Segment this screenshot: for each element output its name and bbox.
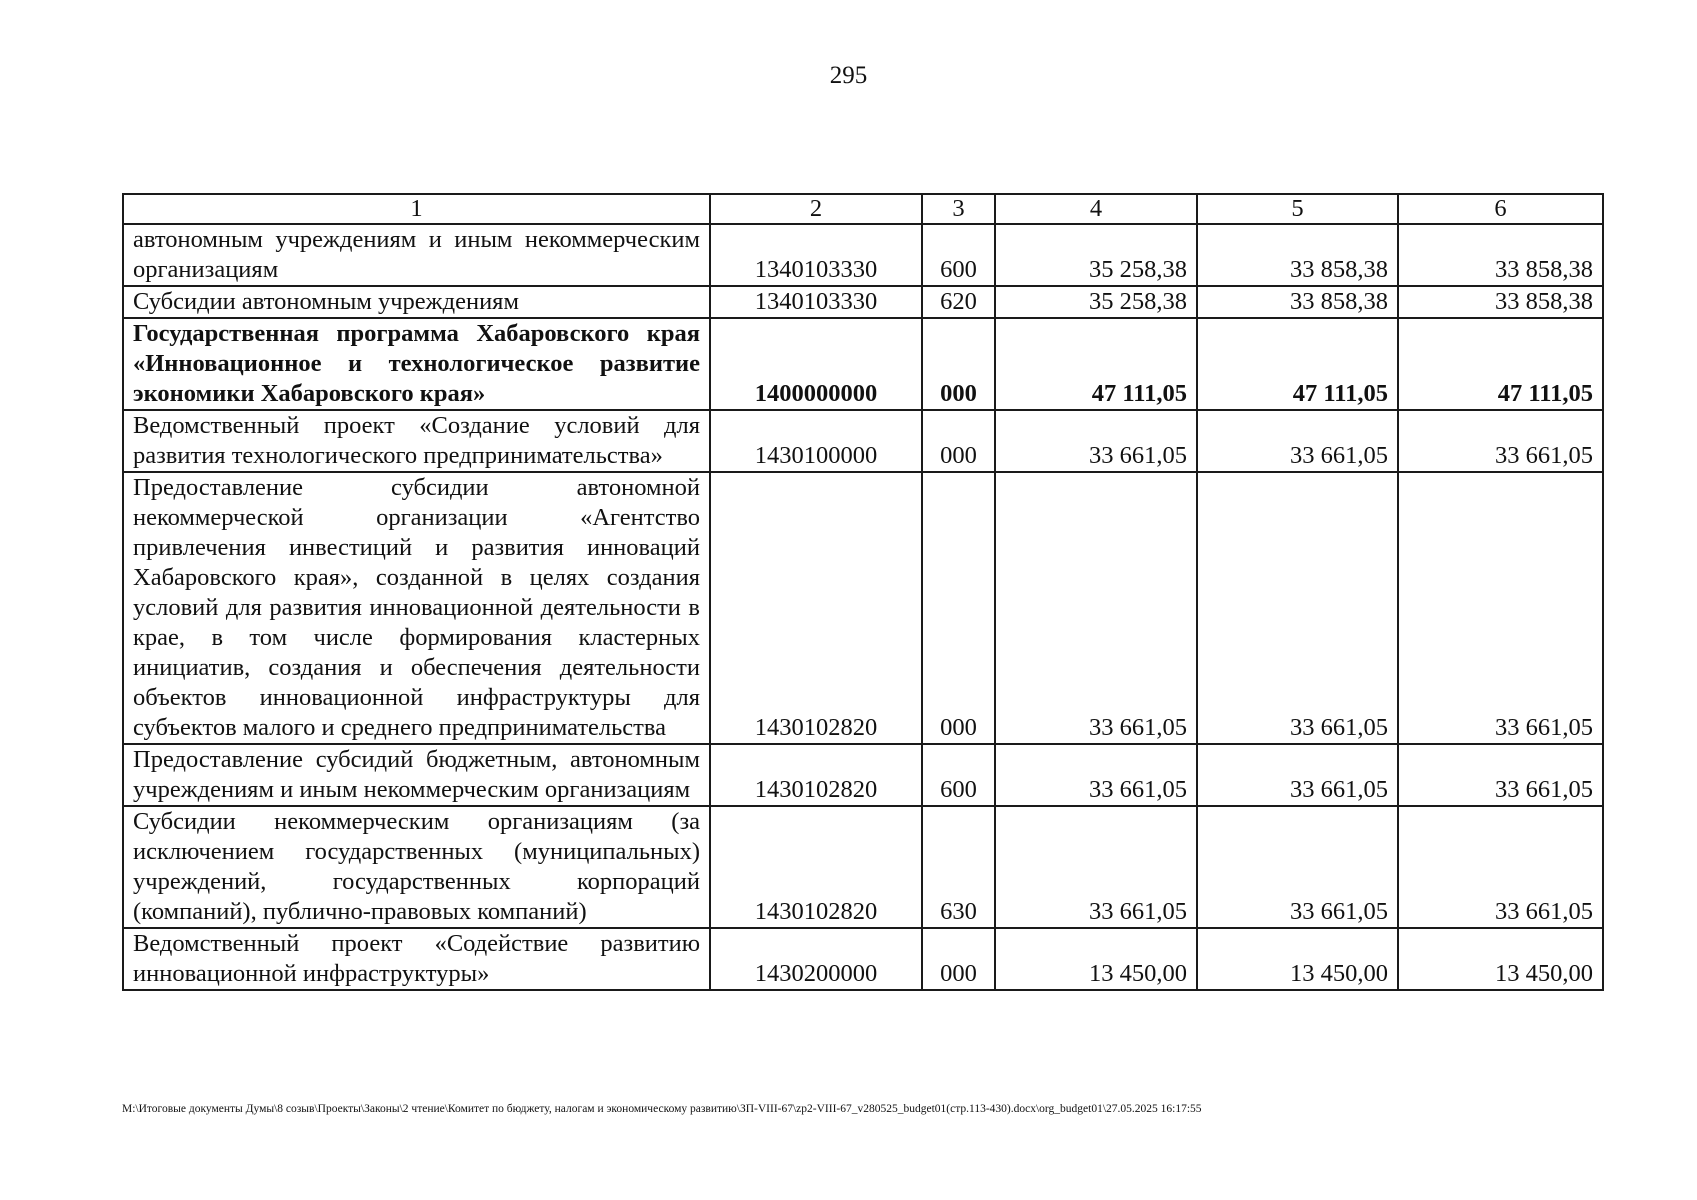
table-row [123, 806, 1603, 928]
row-description: автономным учреждениям и иным некоммерческим организациям [123, 224, 710, 286]
row-expense-type: 000 [922, 928, 995, 990]
row-amount-col5: 33 858,38 [1197, 224, 1398, 286]
table-header-row [123, 194, 1603, 224]
page-number: 295 [829, 62, 868, 89]
row-target-code: 1430100000 [710, 410, 922, 472]
table-row [123, 744, 1603, 806]
row-amount-col6: 33 661,05 [1398, 410, 1603, 472]
header-col-1: 1 [123, 194, 710, 224]
header-col-3: 3 [922, 194, 995, 224]
table-row [123, 928, 1603, 990]
header-col-4: 4 [995, 194, 1197, 224]
row-amount-col6: 33 858,38 [1398, 224, 1603, 286]
row-amount-col6: 33 661,05 [1398, 806, 1603, 928]
row-amount-col4: 33 661,05 [995, 410, 1197, 472]
row-target-code: 1340103330 [710, 286, 922, 318]
row-amount-col6: 47 111,05 [1398, 318, 1603, 410]
row-amount-col5: 33 661,05 [1197, 806, 1398, 928]
row-amount-col5: 33 661,05 [1197, 744, 1398, 806]
row-target-code: 1430102820 [710, 806, 922, 928]
row-amount-col4: 35 258,38 [995, 224, 1197, 286]
row-description: Предоставление субсидии автономной некоммерческой организации «Агентство привлечения инвестиций и развития инноваций Хабаровского края», созданной в целях создания условий для развития инновационной деятельности в крае, в том числе формирования кластерных инициатив, создания и обеспечения деятельности объектов инновационной инфраструктуры для субъектов малого и среднего предпринимательства [123, 472, 710, 744]
row-amount-col4: 35 258,38 [995, 286, 1197, 318]
row-description: Предоставление субсидий бюджетным, автономным учреждениям и иным некоммерческим организациям [123, 744, 710, 806]
row-amount-col6: 13 450,00 [1398, 928, 1603, 990]
row-expense-type: 000 [922, 410, 995, 472]
row-description: Государственная программа Хабаровского края «Инновационное и технологическое развитие экономики Хабаровского края» [123, 318, 710, 410]
row-target-code: 1430200000 [710, 928, 922, 990]
row-amount-col4: 33 661,05 [995, 472, 1197, 744]
row-amount-col6: 33 858,38 [1398, 286, 1603, 318]
row-target-code: 1430102820 [710, 744, 922, 806]
footer-file-path: M:\Итоговые документы Думы\8 созыв\Проекты\Законы\2 чтение\Комитет по бюджету, налогам и экономическому развитию\ЗП-VIII-67\zp2-VIII-67_v280525_budget01(стр.113-430).docx\org_budget01\27.05.2025 16:17:55 [122, 1103, 1202, 1115]
row-amount-col4: 33 661,05 [995, 806, 1197, 928]
row-expense-type: 630 [922, 806, 995, 928]
row-target-code: 1400000000 [710, 318, 922, 410]
row-description: Субсидии некоммерческим организациям (за исключением государственных (муниципальных) учреждений, государственных корпораций (компаний), публично-правовых компаний) [123, 806, 710, 928]
header-col-2: 2 [710, 194, 922, 224]
row-target-code: 1430102820 [710, 472, 922, 744]
header-col-5: 5 [1197, 194, 1398, 224]
row-amount-col5: 33 661,05 [1197, 472, 1398, 744]
row-description: Ведомственный проект «Содействие развитию инновационной инфраструктуры» [123, 928, 710, 990]
row-amount-col6: 33 661,05 [1398, 472, 1603, 744]
row-description: Ведомственный проект «Создание условий для развития технологического предпринимательства» [123, 410, 710, 472]
table-row [123, 224, 1603, 286]
row-amount-col5: 33 661,05 [1197, 410, 1398, 472]
table-row [123, 410, 1603, 472]
row-amount-col4: 13 450,00 [995, 928, 1197, 990]
row-amount-col5: 33 858,38 [1197, 286, 1398, 318]
row-amount-col4: 47 111,05 [995, 318, 1197, 410]
row-expense-type: 600 [922, 744, 995, 806]
table-body [123, 224, 1603, 990]
row-expense-type: 620 [922, 286, 995, 318]
row-target-code: 1340103330 [710, 224, 922, 286]
row-amount-col4: 33 661,05 [995, 744, 1197, 806]
row-amount-col5: 47 111,05 [1197, 318, 1398, 410]
budget-table [122, 193, 1604, 991]
row-expense-type: 000 [922, 472, 995, 744]
row-amount-col5: 13 450,00 [1197, 928, 1398, 990]
header-col-6: 6 [1398, 194, 1603, 224]
row-expense-type: 600 [922, 224, 995, 286]
row-amount-col6: 33 661,05 [1398, 744, 1603, 806]
row-description: Субсидии автономным учреждениям [123, 286, 710, 318]
row-expense-type: 000 [922, 318, 995, 410]
table-row [123, 472, 1603, 744]
table-row [123, 286, 1603, 318]
table-row-program [123, 318, 1603, 410]
